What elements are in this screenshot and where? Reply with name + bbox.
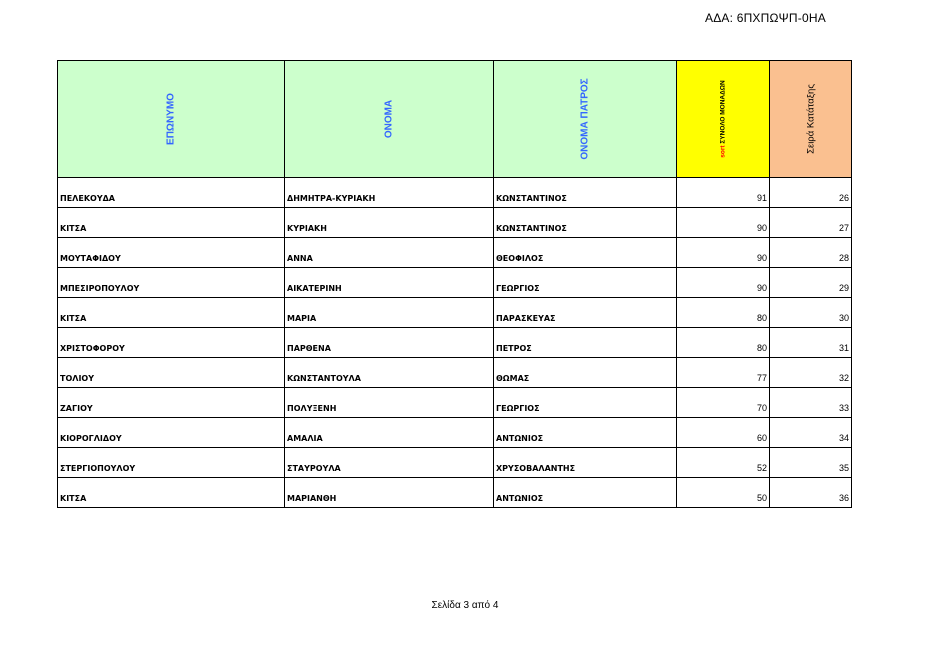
- cell-rank: [770, 448, 852, 478]
- cell-name-text: ΠΟΛΥΞΕΝΗ: [287, 404, 337, 413]
- ranking-table: [57, 60, 852, 508]
- cell-surname-text: ΜΟΥΤΑΦΙΔΟΥ: [60, 254, 121, 263]
- cell-rank-text: 29: [838, 283, 849, 293]
- cell-name-text: ΚΩΝΣΤΑΝΤΟΥΛΑ: [287, 374, 361, 383]
- cell-points-text: 80: [756, 343, 767, 353]
- cell-points: [677, 208, 770, 238]
- cell-rank: [770, 358, 852, 388]
- cell-surname-text: ΜΠΕΣΙΡΟΠΟΥΛΟΥ: [60, 284, 140, 293]
- cell-rank-text: 35: [838, 463, 849, 473]
- cell-surname: [58, 358, 285, 388]
- cell-surname: [58, 418, 285, 448]
- table-row: [58, 478, 852, 508]
- cell-points: [677, 358, 770, 388]
- cell-rank-text: 32: [838, 373, 849, 383]
- cell-surname: [58, 268, 285, 298]
- header-father-label: ΟΝΟΜΑ ΠΑΤΡΟΣ: [579, 78, 591, 160]
- cell-rank-text: 33: [838, 403, 849, 413]
- cell-points-text: 70: [756, 403, 767, 413]
- cell-name: [285, 208, 494, 238]
- cell-points: [677, 178, 770, 208]
- cell-surname-text: ΤΟΛΙΟΥ: [60, 374, 95, 383]
- cell-points-text: 90: [756, 223, 767, 233]
- cell-points: [677, 448, 770, 478]
- table-row: [58, 208, 852, 238]
- table-row: [58, 178, 852, 208]
- cell-father: [494, 208, 677, 238]
- cell-points-text: 60: [756, 433, 767, 443]
- cell-rank: [770, 478, 852, 508]
- cell-surname: [58, 208, 285, 238]
- cell-name-text: ΜΑΡΙΑ: [287, 314, 317, 323]
- cell-rank-text: 30: [838, 313, 849, 323]
- cell-rank: [770, 298, 852, 328]
- cell-name: [285, 298, 494, 328]
- cell-father-text: ΠΕΤΡΟΣ: [496, 344, 532, 353]
- cell-surname-text: ΚΙΤΣΑ: [60, 224, 87, 233]
- cell-father: [494, 388, 677, 418]
- table-row: [58, 358, 852, 388]
- cell-rank-text: 36: [838, 493, 849, 503]
- cell-father-text: ΑΝΤΩΝΙΟΣ: [496, 494, 544, 503]
- cell-points-text: 50: [756, 493, 767, 503]
- cell-rank: [770, 388, 852, 418]
- cell-name-text: ΜΑΡΙΑΝΘΗ: [287, 494, 337, 503]
- cell-name-text: ΑΝΝΑ: [287, 254, 313, 263]
- cell-surname: [58, 388, 285, 418]
- cell-name: [285, 238, 494, 268]
- cell-surname-text: ΚΙΤΣΑ: [60, 314, 87, 323]
- cell-father: [494, 448, 677, 478]
- cell-surname-text: ΣΤΕΡΓΙΟΠΟΥΛΟΥ: [60, 464, 136, 473]
- cell-name-text: ΠΑΡΘΕΝΑ: [287, 344, 331, 353]
- cell-points: [677, 418, 770, 448]
- header-surname-label: ΕΠΩΝΥΜΟ: [165, 93, 177, 145]
- cell-points-text: 91: [756, 193, 767, 203]
- cell-father-text: ΑΝΤΩΝΙΟΣ: [496, 434, 544, 443]
- ada-code: ΑΔΑ: 6ΠΧΠΩΨΠ-0ΗΑ: [705, 11, 826, 25]
- cell-name-text: ΑΙΚΑΤΕΡΙΝΗ: [287, 284, 342, 293]
- cell-surname: [58, 448, 285, 478]
- cell-father-text: ΚΩΝΣΤΑΝΤΙΝΟΣ: [496, 224, 567, 233]
- header-rank-label: Σειρά Κατάταξης: [805, 84, 816, 154]
- header-name: [285, 61, 494, 178]
- cell-surname-text: ΚΙΤΣΑ: [60, 494, 87, 503]
- cell-rank: [770, 208, 852, 238]
- cell-father-text: ΘΩΜΑΣ: [496, 374, 530, 383]
- cell-name: [285, 478, 494, 508]
- cell-points-text: 52: [756, 463, 767, 473]
- cell-points: [677, 298, 770, 328]
- table-body: [58, 178, 852, 508]
- cell-surname-text: ΠΕΛΕΚΟΥΔΑ: [60, 194, 115, 203]
- cell-name: [285, 388, 494, 418]
- cell-father: [494, 178, 677, 208]
- cell-father: [494, 328, 677, 358]
- cell-points: [677, 388, 770, 418]
- cell-points: [677, 328, 770, 358]
- cell-rank: [770, 268, 852, 298]
- cell-rank-text: 34: [838, 433, 849, 443]
- cell-rank-text: 31: [838, 343, 849, 353]
- cell-points: [677, 478, 770, 508]
- cell-name-text: ΚΥΡΙΑΚΗ: [287, 224, 327, 233]
- cell-points: [677, 268, 770, 298]
- table-row: [58, 448, 852, 478]
- cell-surname-text: ΚΙΟΡΟΓΛΙΔΟΥ: [60, 434, 122, 443]
- cell-surname: [58, 478, 285, 508]
- cell-father-text: ΚΩΝΣΤΑΝΤΙΝΟΣ: [496, 194, 567, 203]
- cell-father: [494, 358, 677, 388]
- cell-rank-text: 26: [838, 193, 849, 203]
- cell-father-text: ΓΕΩΡΓΙΟΣ: [496, 284, 540, 293]
- header-points-label: [720, 80, 727, 157]
- cell-name: [285, 328, 494, 358]
- cell-points: [677, 238, 770, 268]
- table-row: [58, 298, 852, 328]
- cell-name: [285, 418, 494, 448]
- cell-name-text: ΑΜΑΛΙΑ: [287, 434, 323, 443]
- table-row: [58, 238, 852, 268]
- table-row: [58, 418, 852, 448]
- cell-surname-text: ΖΑΓΙΟΥ: [60, 404, 93, 413]
- cell-surname: [58, 238, 285, 268]
- cell-name-text: ΔΗΜΗΤΡΑ-ΚΥΡΙΑΚΗ: [287, 194, 376, 203]
- cell-father: [494, 298, 677, 328]
- sort-prefix: sort: [719, 145, 727, 158]
- table-row: [58, 328, 852, 358]
- header-name-label: ΟΝΟΜΑ: [383, 99, 395, 139]
- cell-points-text: 77: [756, 373, 767, 383]
- cell-surname: [58, 298, 285, 328]
- header-surname: [58, 61, 285, 178]
- cell-rank-text: 27: [838, 223, 849, 233]
- header-row: [58, 61, 852, 178]
- cell-father: [494, 478, 677, 508]
- cell-father-text: ΠΑΡΑΣΚΕΥΑΣ: [496, 314, 556, 323]
- cell-name: [285, 358, 494, 388]
- table-row: [58, 388, 852, 418]
- header-rank: [770, 61, 852, 178]
- cell-father: [494, 238, 677, 268]
- cell-surname-text: ΧΡΙΣΤΟΦΟΡΟΥ: [60, 344, 125, 353]
- cell-father: [494, 418, 677, 448]
- cell-father-text: ΓΕΩΡΓΙΟΣ: [496, 404, 540, 413]
- cell-points-text: 90: [756, 283, 767, 293]
- cell-name-text: ΣΤΑΥΡΟΥΛΑ: [287, 464, 341, 473]
- cell-father: [494, 268, 677, 298]
- cell-rank: [770, 418, 852, 448]
- cell-name: [285, 268, 494, 298]
- cell-rank: [770, 178, 852, 208]
- cell-name: [285, 448, 494, 478]
- header-father: [494, 61, 677, 178]
- cell-name: [285, 178, 494, 208]
- header-points: [677, 61, 770, 178]
- cell-surname: [58, 178, 285, 208]
- cell-father-text: ΘΕΟΦΙΛΟΣ: [496, 254, 544, 263]
- cell-surname: [58, 328, 285, 358]
- table-row: [58, 268, 852, 298]
- cell-rank-text: 28: [838, 253, 849, 263]
- cell-rank: [770, 238, 852, 268]
- page-footer: Σελίδα 3 από 4: [431, 600, 499, 611]
- cell-points-text: 80: [756, 313, 767, 323]
- cell-points-text: 90: [756, 253, 767, 263]
- cell-father-text: ΧΡΥΣΟΒΑΛΑΝΤΗΣ: [496, 464, 576, 473]
- points-text: ΣΥΝΟΛΟ ΜΟΝΑΔΩΝ: [719, 80, 727, 144]
- cell-rank: [770, 328, 852, 358]
